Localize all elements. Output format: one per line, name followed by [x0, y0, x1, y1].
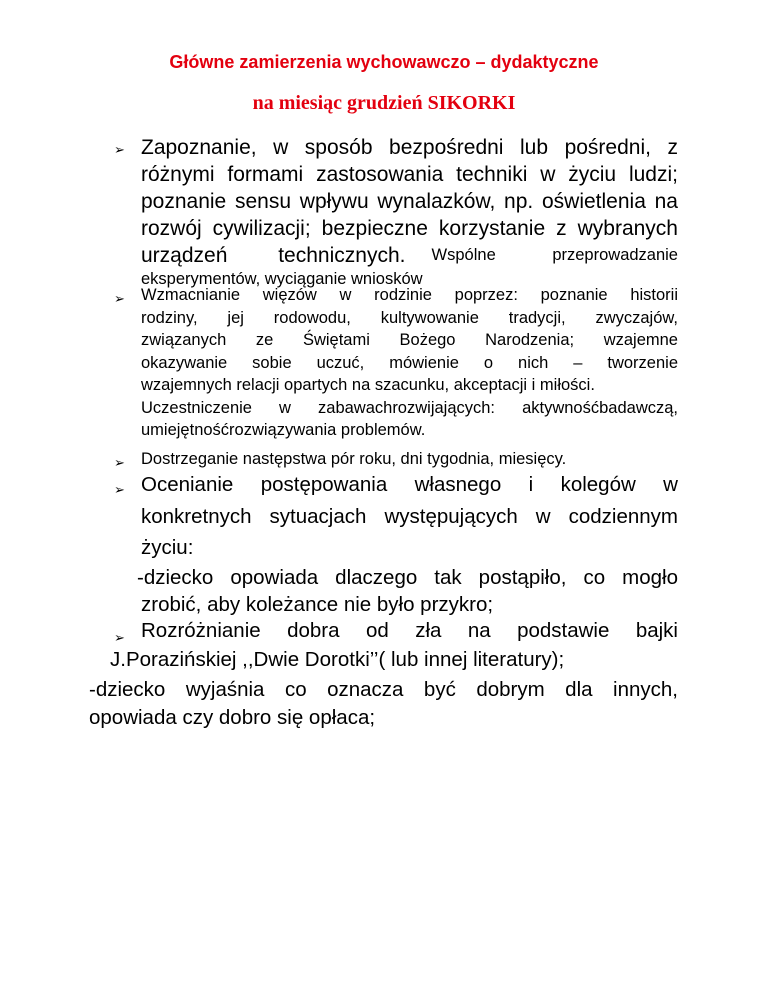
list-item-line: Dostrzeganie następstwa pór roku, dni tygodnia, miesięcy.: [141, 450, 567, 468]
list-item-line: życiu:: [141, 536, 194, 559]
list-item-line: Uczestniczenie w zabawachrozwijających: aktywnośćbadawczą,: [141, 398, 678, 417]
list-item-line: wzajemnych relacji opartych na szacunku, akceptacji i miłości.: [141, 376, 595, 394]
list-item-line: różnymi formami zastosowania techniki w życiu ludzi;: [141, 163, 678, 186]
closing-paragraph: [89, 676, 678, 732]
list-item-technology: [141, 134, 678, 289]
list-item-line: Zapoznanie, w sposób bezpośredni lub pośredni, z: [141, 136, 678, 159]
list-item-behaviour: [137, 469, 678, 618]
list-item-segment: urządzeń technicznych.: [141, 244, 406, 267]
bullet-arrow-icon: ➢: [114, 142, 125, 157]
list-item-line: Ocenianie postępowania własnego i kolegów w: [141, 473, 678, 496]
list-item-good-evil: [141, 616, 678, 645]
bullet-arrow-icon: ➢: [114, 482, 125, 497]
list-item-seasons: [141, 448, 678, 471]
list-item-line: zrobić, aby koleżance nie było przykro;: [141, 592, 494, 616]
list-item-line: umiejętnośćrozwiązywania problemów.: [141, 421, 426, 439]
paragraph-line: opowiada czy dobro się opłaca;: [89, 706, 376, 729]
page-title: Główne zamierzenia wychowawczo – dydaktyczne: [169, 52, 599, 72]
list-item-line: konkretnych sytuacjach występujących w codziennym: [141, 504, 678, 528]
list-item-line: Wzmacnianie więzów w rodzinie poprzez: poznanie historii: [141, 286, 678, 304]
list-item-line: eksperymentów, wyciąganie wniosków: [141, 270, 423, 288]
list-item-segment: Wspólne przeprowadzanie: [431, 246, 678, 264]
list-item-line-mixed: [141, 242, 678, 269]
list-item-line: poznanie sensu wpływu wynalazków, np. oświetlenia na: [141, 190, 678, 213]
bullet-arrow-icon: ➢: [114, 291, 125, 306]
paragraph-line: -dziecko wyjaśnia co oznacza być dobrym dla innych,: [89, 678, 678, 701]
page-subtitle: na miesiąc grudzień SIKORKI: [252, 92, 516, 114]
bullet-arrow-icon: ➢: [114, 455, 125, 470]
list-item-family: [141, 284, 678, 442]
bullet-arrow-icon: ➢: [114, 630, 125, 645]
list-item-line: Rozróżnianie dobra od zła na podstawie bajki: [141, 619, 678, 642]
list-item-good-evil-cont: [110, 645, 678, 674]
list-item-line: rodziny, jej rodowodu, kultywowanie tradycji, zwyczajów,: [141, 308, 678, 327]
list-item-line: okazywanie sobie uczuć, mówienie o nich – tworzenie: [141, 353, 678, 372]
list-item-line: -dziecko opowiada dlaczego tak postąpiło, co mogło: [137, 565, 678, 589]
list-item-line: J.Porazińskiej ,,Dwie Dorotki’’( lub innej literatury);: [110, 648, 565, 671]
list-item-line: rozwój cywilizacji; bezpieczne korzystanie z wybranych: [141, 217, 678, 240]
list-item-line: związanych ze Świętami Bożego Narodzenia; wzajemne: [141, 331, 678, 349]
